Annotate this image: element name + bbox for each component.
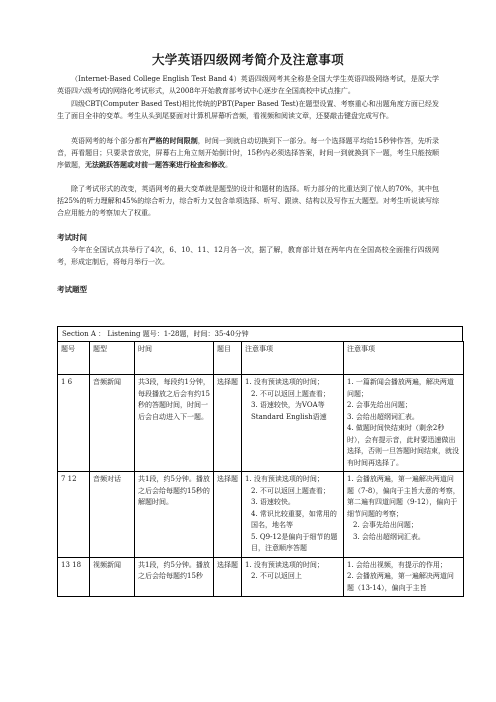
intro-paragraph-1: （Internet-Based College English Test Band 4）英语四级网考其全称是全国大学生英语四级网络考试，是原大学英语四六级考试的网络化考试形式，从2008年开始教育部考试中心逐步在全国高校中试点推广。 (57, 75, 439, 96)
row-type: 音频新闻 (90, 375, 135, 472)
section-a-header: Section A ： Listening 题号：1-28题，时间：35-40分钟 (57, 326, 463, 342)
row-notes-1 (242, 557, 344, 597)
header-type: 题型 (90, 342, 135, 375)
exam-types-heading: 考试题型 (57, 285, 87, 294)
note-line: 5. Q9-12是偏向于细节的题目，注意顺序答题 (251, 532, 338, 552)
table-row (58, 472, 464, 558)
time-limit-text-2: ，时间一到就自动切换到下一部分。每一个选择题平均给15秒钟作答，先听录音，再看题目；只要录音放完，屏幕右上角立刻开始倒计时，15秒内必须选择答案，时间一到就换到下一题，考生只能按顺序做题， (57, 137, 440, 170)
row-question: 选择题 (214, 375, 242, 472)
exam-time-heading: 考试时间 (57, 233, 87, 242)
row-notes-1 (242, 375, 344, 472)
row-notes-2 (344, 472, 464, 558)
intro-paragraph-2: 四级CBT(Computer Based Test)相比传统的PBT(Paper Based Test)在题型设置、考察重心和出题角度方面已经发生了面目全非的变革。考生从头到尾要面对计算机屏幕听音频，看视频和阅读文章，还要敲击键盘完成写作。 (57, 100, 439, 121)
note-line: 3. 会给出超纲词汇表。 (353, 532, 425, 541)
time-limit-text-3: 。 (225, 161, 232, 170)
note-line: 1. 会给出视频，有提示的作用； (347, 560, 447, 569)
note-line: 1. 没有预读选项的时间； (245, 378, 324, 386)
note-line: 4. 常识比较重要，如常用的国名，地名等 (251, 509, 337, 529)
question-types-table (57, 341, 464, 597)
note-line: 2. 不可以返回上 (251, 572, 302, 580)
row-question: 选择题 (214, 472, 242, 558)
time-limit-text-1: 英语网考的每个部分都有 (71, 137, 149, 145)
row-time: 共1段，约5分钟。播放之后会给每题约15秒的解题时间。 (135, 472, 214, 558)
note-line: 2. 会事先给出问题； (353, 521, 418, 529)
note-line: 3. 语速较快，为VOA等Standard English语速 (251, 401, 327, 421)
note-line: 3. 语速较快。 (251, 498, 295, 506)
row-number: 1 6 (58, 375, 90, 472)
note-line: 3. 会给出超纲词汇表。 (347, 412, 419, 421)
note-line: 2. 不可以返回上题查看； (251, 389, 330, 398)
row-type: 音频对话 (90, 472, 135, 558)
row-question: 选择题 (214, 557, 242, 597)
format-change-paragraph: 除了考试形式的改变，英语网考的最大变革就是题型的设计和题材的选择。听力部分的比重达到了惊人的70%，其中包括25%的听力理解和45%的综合听力，综合听力又包含单项选择、听写、跟读、结构以及写作五大题型。对考生听说读写综合应用能力的考察加大了权重。 (57, 185, 439, 218)
row-notes-2 (344, 375, 464, 472)
header-notes-1: 注意事项 (242, 342, 344, 375)
table-row (58, 557, 464, 597)
time-limit-bold-2: 无法跳跃答题或对前一题答案进行检查和修改 (85, 160, 225, 170)
row-notes-1 (242, 472, 344, 558)
header-notes-2: 注意事项 (344, 342, 464, 375)
note-line: 1. 没有预读选项的时间； (245, 560, 324, 569)
table-header-row (58, 342, 464, 375)
time-limit-bold-1: 严格的时间限制 (148, 136, 198, 145)
note-line: 2. 会事先给出问题； (347, 401, 412, 409)
note-line: 4. 做题时间快结束时（剩余2秒时），会有提示音，此时要迅速做出选择，否则一旦答题时间结束，就没有时间再选择了。 (347, 424, 459, 467)
row-notes-2 (344, 557, 464, 597)
note-line: 1. 会播放两遍，第一遍解决两道问题（7-8），偏向于主旨大意的考察，第二遍有四道问题（9-12），偏向于细节问题的考察； (347, 475, 460, 518)
row-type: 视频新闻 (90, 557, 135, 597)
header-number: 题号 (58, 342, 90, 375)
row-number: 13 18 (58, 557, 90, 597)
header-time: 时间 (135, 342, 214, 375)
row-number: 7 12 (58, 472, 90, 558)
exam-time-paragraph: 今年在全国试点共举行了4次，6、10、11、12月各一次，据了解，教育部计划在两年内在全国高校全面推行四级网考，形成定制后，将每月举行一次。 (57, 246, 439, 267)
document-title: 大学英语四级网考简介及注意事项 (151, 52, 344, 67)
table-row (58, 375, 464, 472)
note-line: 2. 会播放两遍，第一遍解决两道问题（13-14），偏向于主旨 (347, 572, 454, 592)
note-line: 2. 不可以返回上题查看； (251, 486, 330, 495)
time-limit-paragraph (57, 135, 439, 172)
row-time: 共1段，约5分钟。播放之后会给每题约15秒 (135, 557, 214, 597)
note-line: 1. 一篇新闻会播放两遍，解决两道问题； (347, 378, 454, 398)
note-line: 1. 没有预读选项的时间； (245, 475, 324, 483)
header-question: 题目 (214, 342, 242, 375)
row-time: 共3段，每段约1分钟，每段播放之后会有约15秒的答题时间，时间一后会自动进入下一题。 (135, 375, 214, 472)
